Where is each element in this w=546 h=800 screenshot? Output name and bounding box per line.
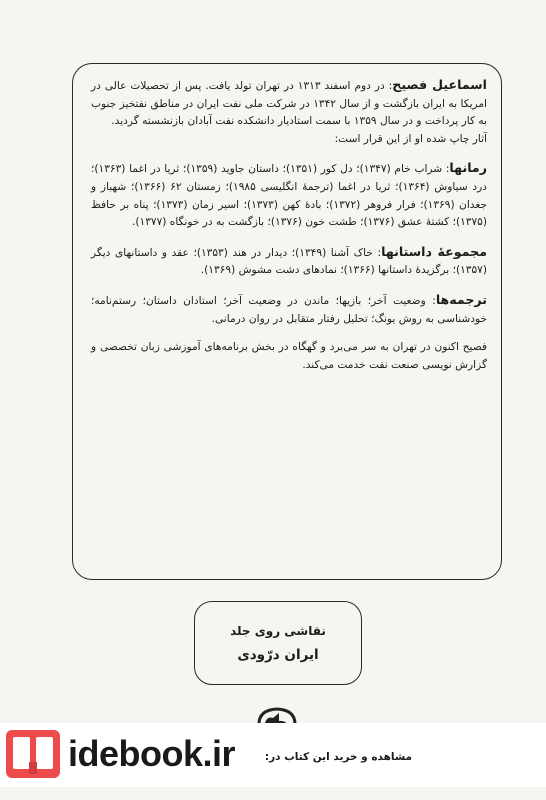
cover-credit-artist: ایران درّودی (237, 647, 319, 663)
site-footer-banner[interactable] (0, 723, 546, 787)
bio-intro: : در دوم اسفند ۱۳۱۳ در تهران تولد یافت. پس از تحصیلات عالی در امریکا به ایران بازگشت و از سال ۱۳۴۲ در شرکت ملی نفت ایران در مناطق نفتخیز جنوب به کار پرداخت و در سال ۱۳۵۹ با سمت استادیار دانشکده نفت آبادان بازنشسته گردید. (91, 80, 487, 128)
novels-paragraph (91, 159, 487, 231)
site-cta-text: مشاهده و خرید این کتاب در: (264, 751, 412, 763)
works-intro: آثار چاپ شده او از این قرار است: (334, 132, 487, 145)
author-name: اسماعیل فصیح (392, 77, 488, 92)
closing-paragraph: فصیح اکنون در تهران به سر می‌برد و گهگاه در بخش برنامه‌های آموزشی زبان تخصصی و گزارش نویسی صنعت نفت خدمت می‌کند. (91, 341, 487, 371)
site-name-link[interactable]: idebook.ir (68, 733, 236, 774)
stories-heading: مجموعهٔ داستانها (381, 243, 487, 259)
cover-credit-box (194, 601, 362, 685)
stories-paragraph (91, 243, 487, 280)
author-bio-box (72, 63, 502, 580)
book-icon (6, 730, 60, 778)
translations-list: : وضعیت آخر؛ بازیها؛ ماندن در وضعیت آخر؛ استادان داستان؛ رستم‌نامه؛ خودشناسی به روش یونگ؛ تحلیل رفتار متقابل در روان درمانی. (91, 294, 487, 325)
translations-heading: ترجمه‌ها (435, 291, 487, 307)
novels-list: : شراب خام (۱۳۴۷)؛ دل کور (۱۳۵۱)؛ داستان جاوید (۱۳۵۹)؛ ثریا در اغما (۱۳۶۳)؛ درد سیاوش (۱۳۶۴)؛ ثریا در اغما (ترجمهٔ انگلیسی ۱۹۸۵)؛ زمستان ۶۲ (۱۳۶۶)؛ شهباز و جغدان (۱۳۶۹)؛ فرار فروهر (۱۳۷۲)؛ بادهٔ کهن (۱۳۷۳)؛ اسیر زمان (۱۳۷۳)؛ پناه بر حافظ (۱۳۷۵)؛ کشتهٔ عشق (۱۳۷۶)؛ طشت خون (۱۳۷۶)؛ بازگشت به در خونگاه (۱۳۷۷). (91, 163, 487, 229)
stories-list: : خاک آشنا (۱۳۴۹)؛ دیدار در هند (۱۳۵۳)؛ عقد و داستانهای دیگر (۱۳۵۷)؛ برگزیدهٔ داستانها (۱۳۶۶)؛ نمادهای دشت مشوش (۱۳۶۹). (91, 246, 487, 277)
novels-heading: رمانها (449, 160, 487, 176)
cover-credit-role: نقاشی روی جلد (230, 624, 326, 638)
bio-paragraph (91, 76, 487, 131)
translations-paragraph (91, 291, 487, 328)
